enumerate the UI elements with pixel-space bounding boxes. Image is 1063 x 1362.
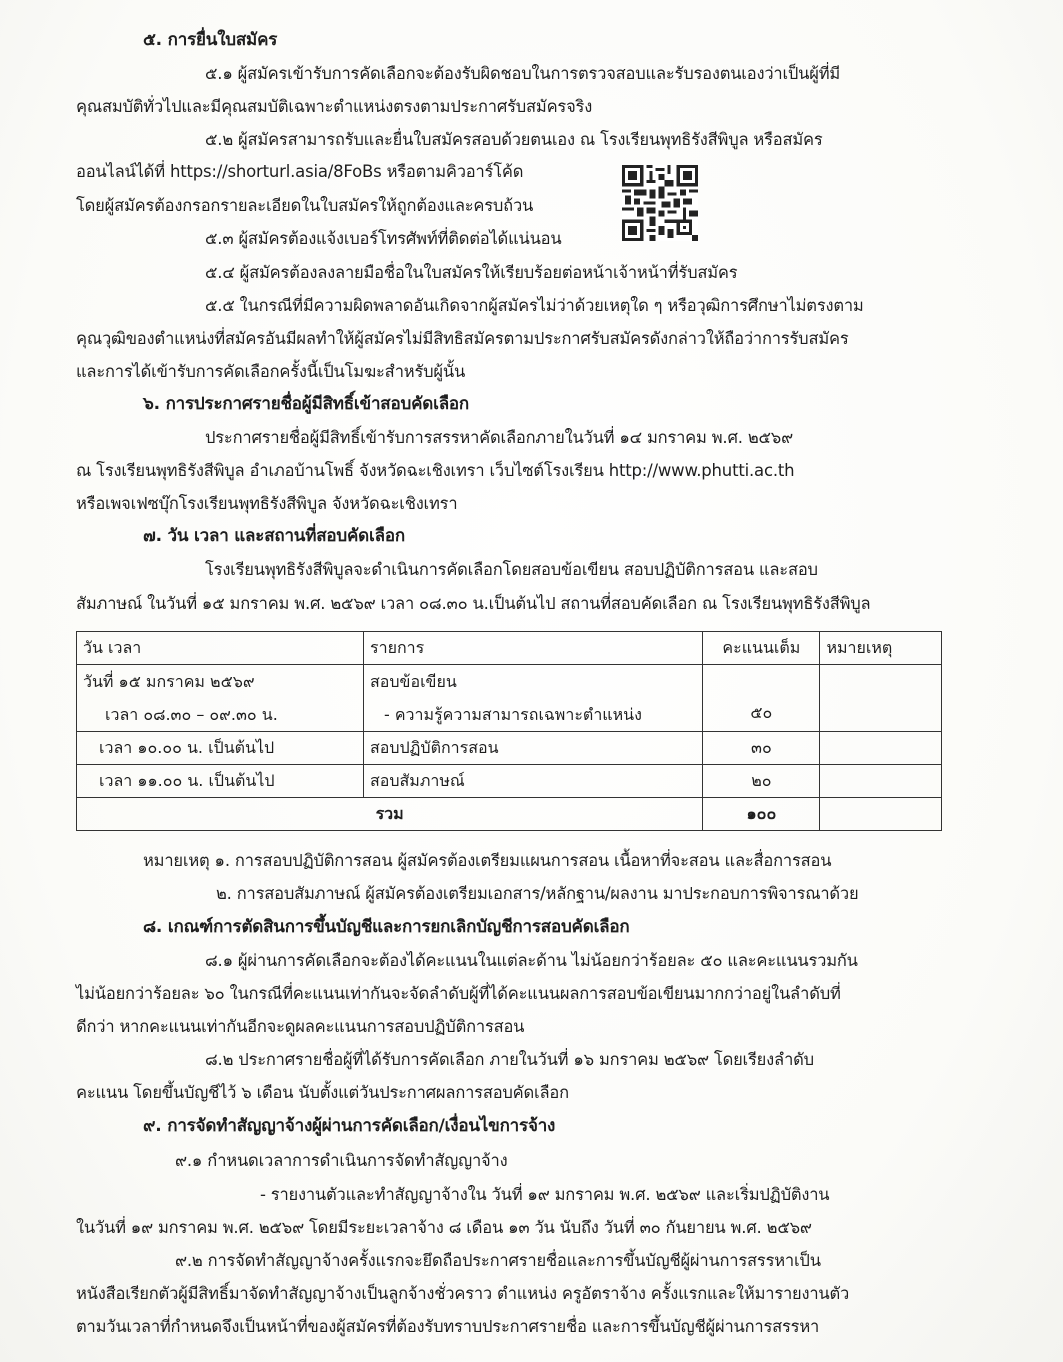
para-6-line-3: หรือเพจเฟซบุ๊กโรงเรียนพุทธิรังสีพิบูล จังหวัดฉะเชิงเทรา	[76, 494, 458, 513]
row-score: ๓๐	[703, 732, 820, 765]
para-8-1-line-2: ไม่น้อยกว่าร้อยละ ๖๐ ในกรณีที่คะแนนเท่ากันจะจัดลำดับผู้ที่ได้คะแนนผลการสอบข้อเขียนมากกว่าอยู่ในลำดับที่	[76, 984, 841, 1003]
para-7-line-2: สัมภาษณ์ ในวันที่ ๑๕ มกราคม พ.ศ. ๒๕๖๙ เวลา ๐๘.๓๐ น.เป็นต้นไป สถานที่สอบคัดเลือก ณ โรงเรียนพุทธิรังสีพิบูล	[76, 594, 871, 613]
row-time: เวลา ๑๐.๐๐ น. เป็นต้นไป	[77, 732, 364, 765]
row-time: เวลา ๑๑.๐๐ น. เป็นต้นไป	[77, 765, 364, 798]
para-9-2-line-3: ตามวันเวลาที่กำหนดจึงเป็นหน้าที่ของผู้สมัครที่ต้องรับทราบประกาศรายชื่อ และการขึ้นบัญชีผู้ผ่านการสรรหา	[76, 1317, 820, 1336]
section-6-heading: ๖. การประกาศรายชื่อผู้มีสิทธิ์เข้าสอบคัดเลือก	[143, 394, 470, 414]
row-score: ๒๐	[703, 765, 820, 798]
para-5-2-qr-text: หรือตามคิวอาร์โค้ด	[381, 162, 524, 181]
exam-subitem: - ความรู้ความสามารถเฉพาะตำแหน่ง	[383, 705, 642, 724]
para-5-1-line-1: ๕.๑ ผู้สมัครเข้ารับการคัดเลือกจะต้องรับผิดชอบในการตรวจสอบและรับรองตนเองว่าเป็นผู้ที่มี	[205, 64, 841, 83]
total-label: รวม	[77, 798, 703, 831]
para-9-1-bullet-line-1: - รายงานตัวและทำสัญญาจ้างใน วันที่ ๑๙ มกราคม พ.ศ. ๒๕๖๙ และเริ่มปฏิบัติงาน	[260, 1185, 830, 1204]
para-5-2-text: ออนไลน์ได้ที่	[76, 162, 170, 181]
row-item: สอบปฏิบัติการสอน	[363, 732, 702, 765]
para-5-2-line-3: โดยผู้สมัครต้องกรอกรายละเอียดในใบสมัครให้ถูกต้องและครบถ้วน	[76, 196, 534, 215]
para-5-1-line-2: คุณสมบัติทั่วไปและมีคุณสมบัติเฉพาะตำแหน่งตรงตามประกาศรับสมัครจริง	[76, 97, 593, 116]
table-header-row	[77, 632, 942, 665]
row-item: สอบสัมภาษณ์	[363, 765, 702, 798]
section-9-heading: ๙. การจัดทำสัญญาจ้างผู้ผ่านการคัดเลือก/เงื่อนไขการจ้าง	[143, 1116, 556, 1136]
header-full-score: คะแนนเต็ม	[703, 632, 820, 665]
para-9-1: ๙.๑ กำหนดเวลาการดำเนินการจัดทำสัญญาจ้าง	[175, 1151, 508, 1170]
table-row	[77, 665, 942, 732]
table-row	[77, 765, 942, 798]
header-item: รายการ	[363, 632, 702, 665]
section-8-heading: ๘. เกณฑ์การตัดสินการขึ้นบัญชีและการยกเลิกบัญชีการสอบคัดเลือก	[143, 917, 630, 937]
para-5-5-line-3: และการได้เข้ารับการคัดเลือกครั้งนี้เป็นโมฆะสำหรับผู้นั้น	[76, 362, 466, 381]
section-7-heading: ๗. วัน เวลา และสถานที่สอบคัดเลือก	[143, 526, 405, 546]
school-website-link[interactable]: http://www.phutti.ac.th	[608, 461, 795, 480]
qr-code-icon[interactable]	[622, 165, 698, 241]
exam-schedule-table	[76, 631, 942, 831]
para-8-1-line-1: ๘.๑ ผู้ผ่านการคัดเลือกจะต้องได้คะแนนในแต่ละด้าน ไม่น้อยกว่าร้อยละ ๕๐ และคะแนนรวมกัน	[205, 951, 858, 970]
para-5-2-line-2	[76, 161, 523, 183]
exam-date: วันที่ ๑๕ มกราคม ๒๕๖๙	[83, 672, 255, 691]
para-5-4: ๕.๔ ผู้สมัครต้องลงลายมือชื่อในใบสมัครให้เรียบร้อยต่อหน้าเจ้าหน้าที่รับสมัคร	[205, 263, 738, 282]
row-note	[820, 765, 942, 798]
total-note	[820, 798, 942, 831]
para-9-2-line-2: หนังสือเรียกตัวผู้มีสิทธิ์มาจัดทำสัญญาจ้างเป็นลูกจ้างชั่วคราว ตำแหน่ง ครูอัตราจ้าง ครั้งแรกและให้มารายงานตัว	[76, 1284, 850, 1303]
table-total-row	[77, 798, 942, 831]
exam-item: สอบข้อเขียน	[369, 672, 457, 691]
para-9-1-bullet-line-2: ในวันที่ ๑๙ มกราคม พ.ศ. ๒๕๖๙ โดยมีระยะเวลาจ้าง ๘ เดือน ๑๓ วัน นับถึง วันที่ ๓๐ กันยายน พ.ศ. ๒๕๖๙	[76, 1218, 812, 1237]
note-1: หมายเหตุ ๑. การสอบปฏิบัติการสอน ผู้สมัครต้องเตรียมแผนการสอน เนื้อหาที่จะสอน และสื่อการสอน	[143, 851, 832, 870]
row-score: ๕๐	[703, 665, 820, 732]
para-6-line-1: ประกาศรายชื่อผู้มีสิทธิ์เข้ารับการสรรหาคัดเลือกภายในวันที่ ๑๔ มกราคม พ.ศ. ๒๕๖๙	[205, 428, 793, 447]
total-score: ๑๐๐	[703, 798, 820, 831]
para-8-1-line-3: ดีกว่า หากคะแนนเท่ากันอีกจะดูผลคะแนนการสอบปฏิบัติการสอน	[76, 1017, 525, 1036]
table-row	[77, 732, 942, 765]
header-date-time: วัน เวลา	[77, 632, 364, 665]
para-9-2-line-1: ๙.๒ การจัดทำสัญญาจ้างครั้งแรกจะยึดถือประกาศรายชื่อและการขึ้นบัญชีผู้ผ่านการสรรหาเป็น	[175, 1251, 821, 1270]
application-link[interactable]: https://shorturl.asia/8FoBs	[169, 162, 382, 181]
para-6-text: ณ โรงเรียนพุทธิรังสีพิบูล อำเภอบ้านโพธิ์ จังหวัดฉะเชิงเทรา เว็บไซต์โรงเรียน	[76, 461, 609, 480]
exam-time: เวลา ๐๘.๓๐ – ๐๙.๓๐ น.	[105, 705, 278, 724]
row-item	[363, 665, 702, 732]
row-note	[820, 665, 942, 732]
note-2: ๒. การสอบสัมภาษณ์ ผู้สมัครต้องเตรียมเอกสาร/หลักฐาน/ผลงาน มาประกอบการพิจารณาด้วย	[216, 884, 859, 903]
para-6-line-2	[76, 460, 794, 482]
row-date-time	[77, 665, 364, 732]
para-5-2-line-1: ๕.๒ ผู้สมัครสามารถรับและยื่นใบสมัครสอบด้วยตนเอง ณ โรงเรียนพุทธิรังสีพิบูล หรือสมัคร	[205, 130, 823, 149]
para-7-line-1: โรงเรียนพุทธิรังสีพิบูลจะดำเนินการคัดเลือกโดยสอบข้อเขียน สอบปฏิบัติการสอน และสอบ	[205, 560, 818, 579]
header-remark: หมายเหตุ	[820, 632, 942, 665]
row-note	[820, 732, 942, 765]
para-8-2-line-2: คะแนน โดยขึ้นบัญชีไว้ ๖ เดือน นับตั้งแต่วันประกาศผลการสอบคัดเลือก	[76, 1083, 569, 1102]
para-5-5-line-2: คุณวุฒิของตำแหน่งที่สมัครอันมีผลทำให้ผู้สมัครไม่มีสิทธิสมัครตามประกาศรับสมัครดังกล่าวให้ถือว่าการรับสมัคร	[76, 329, 849, 348]
para-5-5-line-1: ๕.๕ ในกรณีที่มีความผิดพลาดอันเกิดจากผู้สมัครไม่ว่าด้วยเหตุใด ๆ หรือวุฒิการศึกษาไม่ตรงตาม	[205, 296, 864, 315]
para-5-3: ๕.๓ ผู้สมัครต้องแจ้งเบอร์โทรศัพท์ที่ติดต่อได้แน่นอน	[205, 229, 562, 248]
para-8-2-line-1: ๘.๒ ประกาศรายชื่อผู้ที่ได้รับการคัดเลือก ภายในวันที่ ๑๖ มกราคม ๒๕๖๙ โดยเรียงลำดับ	[205, 1050, 814, 1069]
section-5-heading: ๕. การยื่นใบสมัคร	[143, 30, 278, 50]
